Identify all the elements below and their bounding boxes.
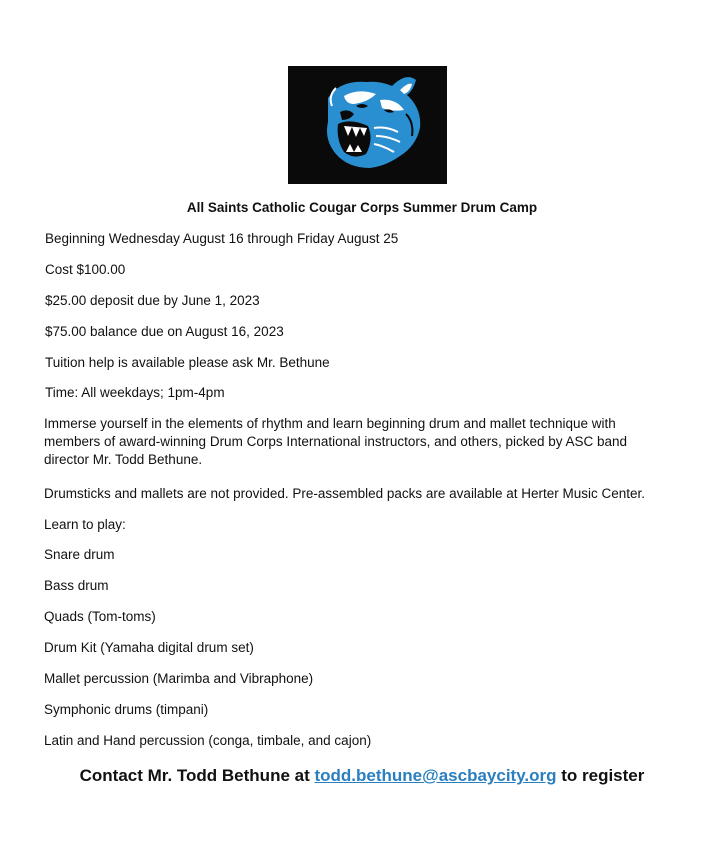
contact-email-link[interactable]: todd.bethune@ascbaycity.org	[314, 766, 557, 785]
camp-time: Time: All weekdays; 1pm-4pm	[45, 385, 225, 400]
balance-due: $75.00 balance due on August 16, 2023	[45, 324, 284, 339]
page-title: All Saints Catholic Cougar Corps Summer Drum Camp	[186, 200, 538, 215]
tuition-help: Tuition help is available please ask Mr. Bethune	[45, 355, 330, 370]
camp-description: Immerse yourself in the elements of rhythm and learn beginning drum and mallet technique with members of award-winning Drum Corps International instructors, and others, picked by ASC band director Mr. Todd Bethune.	[44, 416, 628, 467]
cougar-mascot-icon	[288, 66, 447, 184]
instrument-item: Quads (Tom-toms)	[44, 609, 156, 624]
camp-dates: Beginning Wednesday August 16 through Friday August 25	[45, 231, 399, 246]
instrument-item: Bass drum	[44, 578, 109, 593]
camp-cost: Cost $100.00	[45, 262, 126, 277]
learn-heading: Learn to play:	[44, 517, 126, 532]
contact-prefix: Contact Mr. Todd Bethune at	[79, 766, 315, 785]
contact-line	[0, 766, 724, 786]
instrument-item: Snare drum	[44, 547, 115, 562]
instrument-item: Latin and Hand percussion (conga, timbale, and cajon)	[44, 733, 372, 748]
contact-suffix: to register	[556, 766, 645, 785]
deposit-due: $25.00 deposit due by June 1, 2023	[45, 293, 260, 308]
cougar-logo	[288, 66, 447, 184]
instrument-item: Drum Kit (Yamaha digital drum set)	[44, 640, 254, 655]
instrument-item: Symphonic drums (timpani)	[44, 702, 209, 717]
supplies-note: Drumsticks and mallets are not provided. Pre-assembled packs are available at Herter Music Center.	[44, 486, 646, 501]
instrument-item: Mallet percussion (Marimba and Vibraphone)	[44, 671, 314, 686]
